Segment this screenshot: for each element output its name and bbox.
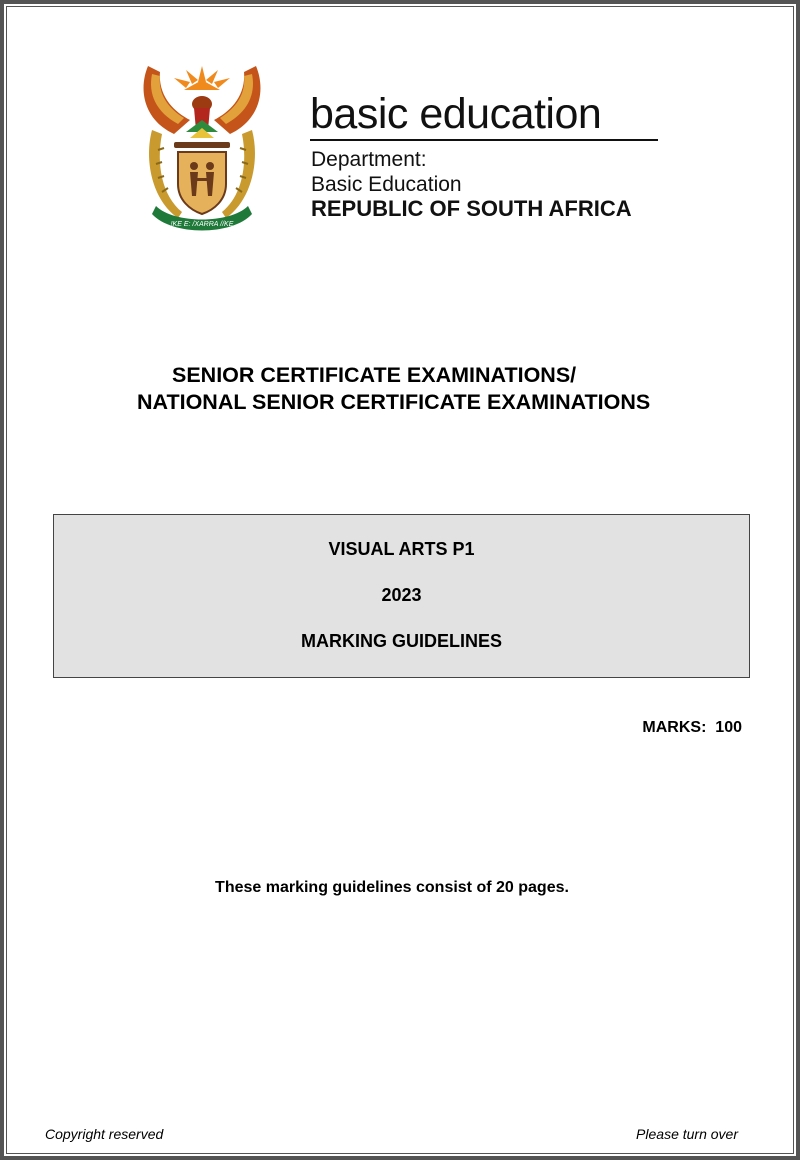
marks-total <box>642 718 742 738</box>
exam-year: 2023 <box>381 585 422 605</box>
exam-title-line2: NATIONAL SENIOR CERTIFICATE EXAMINATIONS <box>137 390 651 414</box>
right-wing <box>214 66 260 134</box>
exam-title-line1: SENIOR CERTIFICATE EXAMINATIONS/ <box>172 363 577 387</box>
marks-label: MARKS: <box>642 719 707 736</box>
rising-sun <box>174 66 230 90</box>
footer-copyright: Copyright reserved <box>45 1126 164 1142</box>
marks-value: 100 <box>715 719 742 736</box>
crest-motto-text: !KE E: /XARRA //KE <box>170 221 234 228</box>
coat-of-arms-icon <box>138 60 266 236</box>
department-label: Department: <box>311 148 427 171</box>
footer-turn-over: Please turn over <box>636 1126 738 1142</box>
subject-title-box <box>53 514 750 678</box>
brand-underline <box>310 139 658 141</box>
page-count-note: These marking guidelines consist of 20 pages. <box>215 879 569 896</box>
department-name: Basic Education <box>311 173 462 196</box>
document-type: MARKING GUIDELINES <box>300 631 502 651</box>
republic-label: REPUBLIC OF SOUTH AFRICA <box>311 196 632 221</box>
brand-title: basic education <box>310 90 602 138</box>
shield <box>178 152 226 214</box>
left-wing <box>144 66 190 134</box>
subject-name: VISUAL ARTS P1 <box>328 539 475 559</box>
